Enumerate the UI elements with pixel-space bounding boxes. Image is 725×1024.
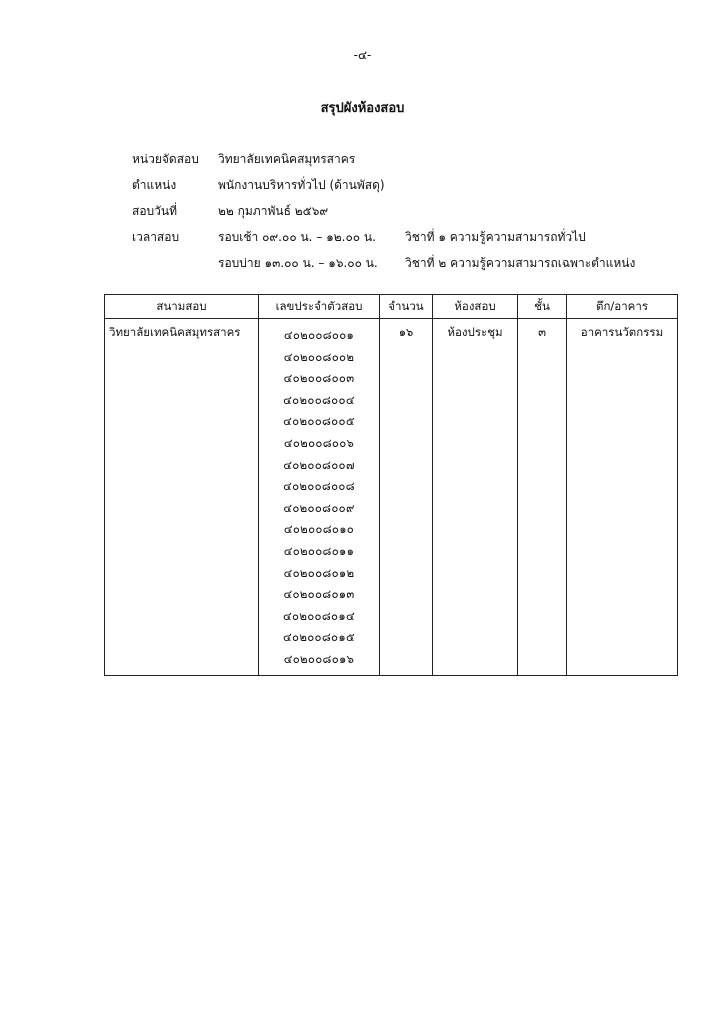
exam-id: ๔๐๒๐๐๘๐๑๔ <box>283 608 355 623</box>
count-value: ๑๖ <box>398 325 414 339</box>
column-header-floor: ชั้น <box>518 295 567 319</box>
session-time: รอบบ่าย ๑๓.๐๐ น. – ๑๖.๐๐ น. <box>218 255 378 270</box>
exam-id: ๔๐๒๐๐๘๐๐๒ <box>283 349 355 364</box>
table-header-row <box>105 295 678 319</box>
organizer-label: หน่วยจัดสอบ <box>132 151 199 166</box>
column-header-room: ห้องสอบ <box>433 295 518 319</box>
exam-id: ๔๐๒๐๐๘๐๐๓ <box>283 371 355 386</box>
date-row <box>132 198 635 224</box>
building-cell <box>567 319 678 676</box>
column-header-exam-ids: เลขประจำตัวสอบ <box>259 295 380 319</box>
date-value: ๒๒ กุมภาพันธ์ ๒๕๖๙ <box>218 203 329 218</box>
exam-id: ๔๐๒๐๐๘๐๑๐ <box>283 522 355 537</box>
room-value: ห้องประชุม <box>447 325 503 339</box>
floor-value: ๓ <box>538 325 546 339</box>
exam-id-list <box>259 319 379 675</box>
exam-id: ๔๐๒๐๐๘๐๑๕ <box>283 630 355 645</box>
exam-id: ๔๐๒๐๐๘๐๐๖ <box>283 435 355 450</box>
exam-id: ๔๐๒๐๐๘๐๑๓ <box>283 587 355 602</box>
column-header-venue: สนามสอบ <box>105 295 259 319</box>
room-cell <box>433 319 518 676</box>
organizer-value: วิทยาลัยเทคนิคสมุทรสาคร <box>218 151 356 166</box>
venue-cell <box>105 319 259 676</box>
session-subject: วิชาที่ ๒ ความรู้ความสามารถเฉพาะตำแหน่ง <box>405 255 636 270</box>
column-header-building: ตึก/อาคาร <box>567 295 678 319</box>
position-value: พนักงานบริหารทั่วไป (ด้านพัสดุ) <box>218 177 385 192</box>
organizer-row <box>132 146 635 172</box>
session-afternoon <box>218 254 635 273</box>
exam-id: ๔๐๒๐๐๘๐๐๕ <box>283 414 355 429</box>
exam-id: ๔๐๒๐๐๘๐๑๖ <box>283 651 355 666</box>
table-row <box>105 319 678 676</box>
column-header-count: จำนวน <box>380 295 433 319</box>
floor-cell <box>518 319 567 676</box>
time-row-morning <box>132 224 635 250</box>
exam-id: ๔๐๒๐๐๘๐๐๘ <box>283 479 355 494</box>
venue-value: วิทยาลัยเทคนิคสมุทรสาคร <box>109 325 241 339</box>
document-title: สรุปผังห้องสอบ <box>320 101 405 116</box>
time-row-afternoon <box>132 250 635 276</box>
exam-id: ๔๐๒๐๐๘๐๐๗ <box>283 457 355 472</box>
session-time: รอบเช้า ๐๙.๐๐ น. – ๑๒.๐๐ น. <box>218 229 376 244</box>
count-cell <box>380 319 433 676</box>
position-row <box>132 172 635 198</box>
exam-ids-cell <box>259 319 380 676</box>
position-label: ตำแหน่ง <box>132 177 177 192</box>
building-value: อาคารนวัตกรรม <box>580 325 664 339</box>
page-number: -๔- <box>353 48 372 62</box>
session-morning <box>218 228 586 247</box>
time-label: เวลาสอบ <box>132 229 180 244</box>
exam-info <box>132 146 635 276</box>
date-label: สอบวันที่ <box>132 203 177 218</box>
exam-id: ๔๐๒๐๐๘๐๐๙ <box>283 500 355 515</box>
exam-id: ๔๐๒๐๐๘๐๐๑ <box>283 328 355 342</box>
exam-room-table <box>104 294 678 676</box>
session-subject: วิชาที่ ๑ ความรู้ความสามารถทั่วไป <box>405 229 586 244</box>
exam-id: ๔๐๒๐๐๘๐๑๑ <box>283 543 355 558</box>
exam-id: ๔๐๒๐๐๘๐๑๒ <box>283 565 355 580</box>
exam-id: ๔๐๒๐๐๘๐๐๔ <box>283 392 355 407</box>
